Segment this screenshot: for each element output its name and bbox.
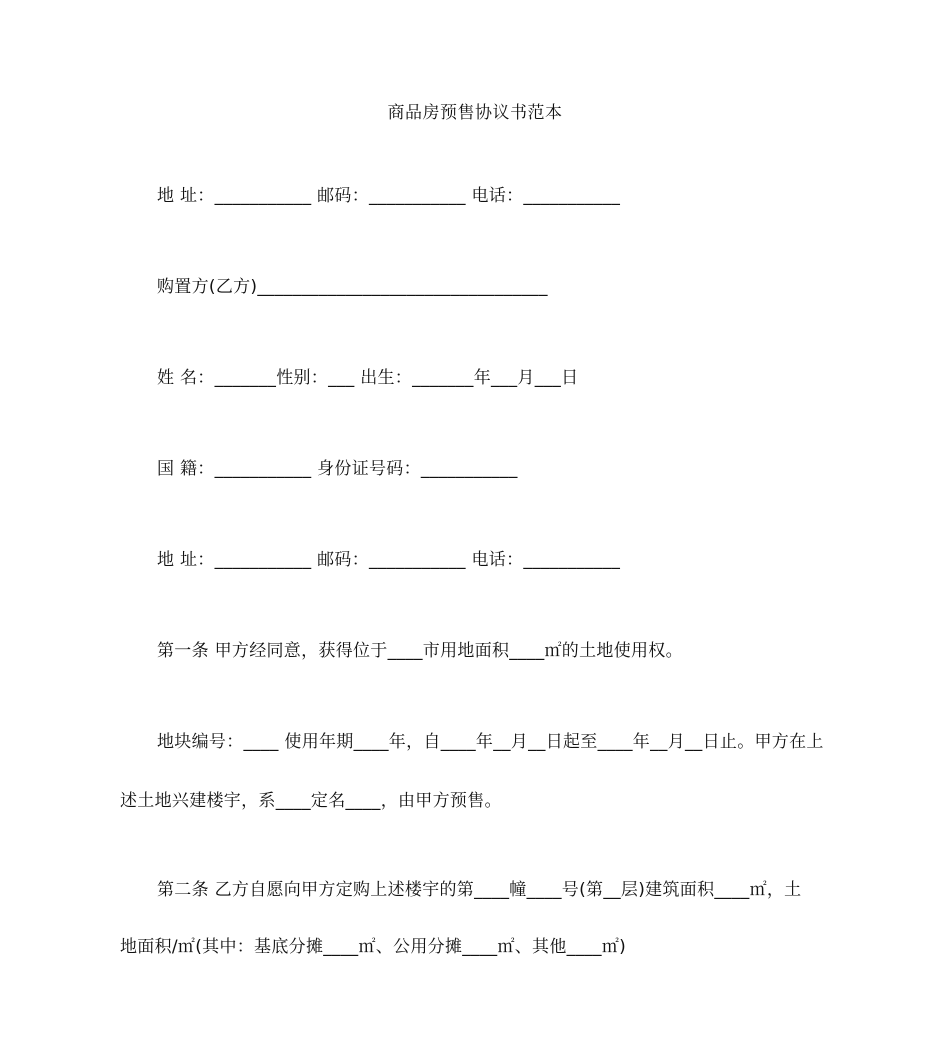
plot-number-continuation: 述土地兴建楼宇，系____定名____，由甲方预售。 [120,791,502,811]
article-2-line: 第二条 乙方自愿向甲方定购上述楼宇的第____幢____号(第__层)建筑面积____㎡，土 [157,880,802,900]
buyer-name-line: 姓 名：_______性别：___ 出生：_______年___月___日 [157,368,579,388]
seller-address-line: 地 址：___________ 邮码：___________ 电话：___________ [157,186,621,206]
buyer-address-line: 地 址：___________ 邮码：___________ 电话：___________ [157,550,621,570]
article-1-line: 第一条 甲方经同意，获得位于____市用地面积____㎡的土地使用权。 [157,641,683,661]
plot-number-line: 地块编号：____ 使用年期____年，自____年__月__日起至____年__月__日止。甲方在上 [157,732,824,752]
article-2-continuation: 地面积/㎡(其中：基底分摊____㎡、公用分摊____㎡、其他____㎡) [120,937,627,957]
document-title: 商品房预售协议书范本 [387,103,563,123]
buyer-nationality-line: 国 籍：___________ 身份证号码：___________ [157,459,518,479]
buyer-party-line: 购置方(乙方)_________________________________ [157,277,548,297]
